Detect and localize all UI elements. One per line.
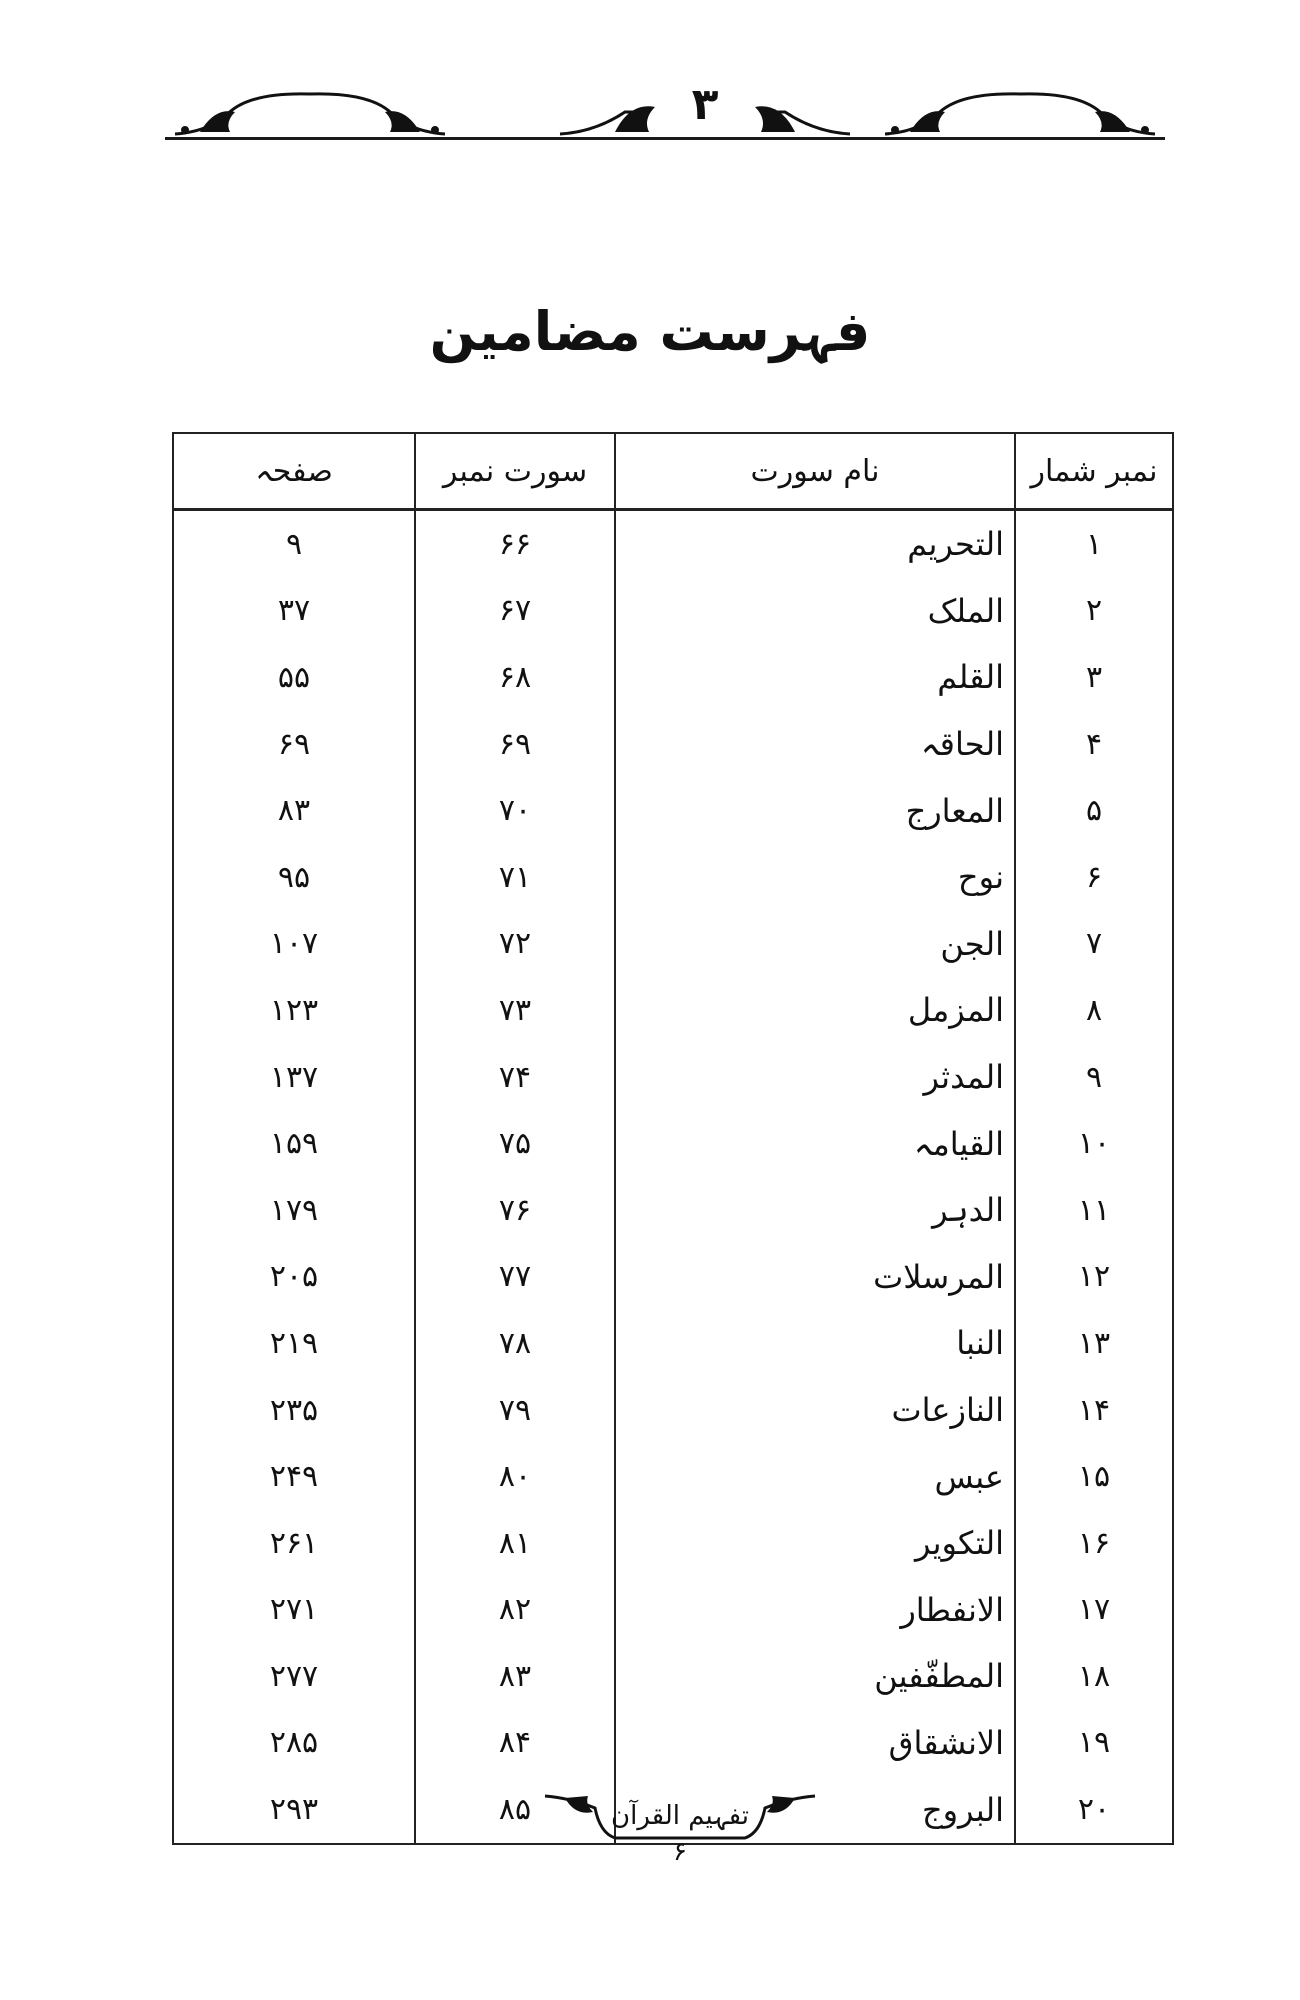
table-row	[173, 1177, 1173, 1244]
surah-name-cell: الدہر	[615, 1177, 1015, 1244]
serial-cell: ۴	[1015, 711, 1173, 778]
surah-name-cell: التکویر	[615, 1510, 1015, 1577]
surah-number-cell: ۷۵	[415, 1110, 615, 1177]
table-row	[173, 1110, 1173, 1177]
surah-name-cell: المرسلات	[615, 1244, 1015, 1311]
surah-name-cell: المعارج	[615, 777, 1015, 844]
surah-number-cell: ۸۵	[415, 1776, 615, 1844]
serial-cell: ۱۳	[1015, 1310, 1173, 1377]
table-row	[173, 644, 1173, 711]
serial-cell: ۶	[1015, 844, 1173, 911]
table-body	[173, 510, 1173, 1844]
page-number: ۳	[691, 79, 719, 130]
page-cell: ۵۵	[277, 659, 311, 695]
contents-table	[172, 432, 1174, 1845]
table-row	[173, 578, 1173, 645]
surah-name-cell: الحاقہ	[615, 711, 1015, 778]
surah-name-cell: القلم	[615, 644, 1015, 711]
footer-book-title: تفہیم القرآن ۶	[611, 1801, 749, 1867]
table-row	[173, 711, 1173, 778]
table-row	[173, 1510, 1173, 1577]
surah-name-cell: النازعات	[615, 1377, 1015, 1444]
column-header-surah-name: نام سورت	[615, 433, 1015, 510]
surah-name-cell: نوح	[615, 844, 1015, 911]
header-rule	[165, 137, 1165, 140]
page-cell: ۲۸۵	[269, 1725, 319, 1761]
page-cell: ۸۳	[277, 793, 311, 829]
serial-cell: ۱۰	[1015, 1110, 1173, 1177]
table-row	[173, 1244, 1173, 1311]
table-row	[173, 777, 1173, 844]
surah-name-cell: التحریم	[615, 510, 1015, 578]
serial-cell: ۷	[1015, 911, 1173, 978]
surah-number-cell: ۸۲	[415, 1577, 615, 1644]
surah-name-cell: عبس	[615, 1443, 1015, 1510]
page-cell: ۱۷۹	[269, 1192, 319, 1228]
serial-cell: ۱۴	[1015, 1377, 1173, 1444]
surah-name-cell: المدثر	[615, 1044, 1015, 1111]
surah-number-cell: ۸۳	[415, 1643, 615, 1710]
table-row	[173, 1443, 1173, 1510]
serial-cell: ۱۵	[1015, 1443, 1173, 1510]
table-row	[173, 1577, 1173, 1644]
page-cell: ۱۳۷	[269, 1059, 319, 1095]
surah-name-cell: البروج	[615, 1776, 1015, 1844]
serial-cell: ۳	[1015, 644, 1173, 711]
surah-number-cell: ۶۸	[415, 644, 615, 711]
table-row	[173, 1044, 1173, 1111]
surah-number-cell: ۶۹	[415, 711, 615, 778]
serial-cell: ۱۲	[1015, 1244, 1173, 1311]
serial-cell: ۹	[1015, 1044, 1173, 1111]
page-cell: ۱۰۷	[269, 926, 319, 962]
page-cell: ۲۶۱	[269, 1525, 319, 1561]
surah-name-cell: المطفّفین	[615, 1643, 1015, 1710]
serial-cell: ۵	[1015, 777, 1173, 844]
table-header-row	[173, 433, 1173, 510]
page-cell: ۳۷	[277, 593, 311, 629]
page-cell: ۲۷۷	[269, 1658, 319, 1694]
surah-number-cell: ۸۴	[415, 1710, 615, 1777]
surah-number-cell: ۷۲	[415, 911, 615, 978]
page-cell: ۲۱۹	[269, 1325, 319, 1361]
surah-number-cell: ۶۶	[415, 510, 615, 578]
surah-name-cell: القیامہ	[615, 1110, 1015, 1177]
surah-number-cell: ۷۰	[415, 777, 615, 844]
serial-cell: ۱۶	[1015, 1510, 1173, 1577]
surah-name-cell: المزمل	[615, 977, 1015, 1044]
surah-number-cell: ۸۰	[415, 1443, 615, 1510]
surah-number-cell: ۷۴	[415, 1044, 615, 1111]
surah-number-cell: ۷۷	[415, 1244, 615, 1311]
table-row	[173, 844, 1173, 911]
page-cell: ۲۹۳	[173, 1776, 415, 1844]
serial-cell: ۲۰	[1015, 1776, 1173, 1844]
surah-number-cell: ۷۶	[415, 1177, 615, 1244]
page-title: فہرست مضامین	[429, 300, 871, 363]
page-header	[165, 75, 1165, 140]
column-header-page: صفحہ	[173, 433, 415, 510]
serial-cell: ۱	[1015, 510, 1173, 578]
surah-number-cell: ۷۱	[415, 844, 615, 911]
page-cell: ۹	[285, 526, 303, 562]
table-row	[173, 911, 1173, 978]
page-cell: ۲۰۵	[269, 1259, 319, 1295]
page-cell: ۱۲۳	[269, 992, 319, 1028]
page-cell: ۹۵	[277, 859, 311, 895]
ornament-right-icon	[875, 82, 1165, 137]
column-header-serial: نمبر شمار	[1015, 433, 1173, 510]
surah-name-cell: الملک	[615, 578, 1015, 645]
surah-number-cell: ۶۷	[415, 578, 615, 645]
table-row	[173, 510, 1173, 578]
table-row	[173, 977, 1173, 1044]
surah-number-cell: ۸۱	[415, 1510, 615, 1577]
serial-cell: ۱۱	[1015, 1177, 1173, 1244]
serial-cell: ۸	[1015, 977, 1173, 1044]
serial-cell: ۱۸	[1015, 1643, 1173, 1710]
surah-number-cell: ۷۳	[415, 977, 615, 1044]
table-row	[173, 1377, 1173, 1444]
surah-name-cell: الجن	[615, 911, 1015, 978]
page-cell: ۶۹	[277, 726, 311, 762]
column-header-surah-number: سورت نمبر	[415, 433, 615, 510]
ornament-left-icon	[165, 82, 455, 137]
surah-number-cell: ۷۹	[415, 1377, 615, 1444]
surah-number-cell: ۷۸	[415, 1310, 615, 1377]
table-row	[173, 1643, 1173, 1710]
table-row	[173, 1310, 1173, 1377]
table-row	[173, 1710, 1173, 1777]
surah-name-cell: النبا	[615, 1310, 1015, 1377]
page-cell: ۱۵۹	[269, 1126, 319, 1162]
surah-name-cell: الانفطار	[615, 1577, 1015, 1644]
page-cell: ۲۷۱	[269, 1592, 319, 1628]
page-cell: ۲۳۵	[269, 1392, 319, 1428]
serial-cell: ۲	[1015, 578, 1173, 645]
serial-cell: ۱۹	[1015, 1710, 1173, 1777]
page-footer	[540, 1788, 820, 1867]
surah-name-cell: الانشقاق	[615, 1710, 1015, 1777]
page-cell: ۲۴۹	[269, 1459, 319, 1495]
serial-cell: ۱۷	[1015, 1577, 1173, 1644]
